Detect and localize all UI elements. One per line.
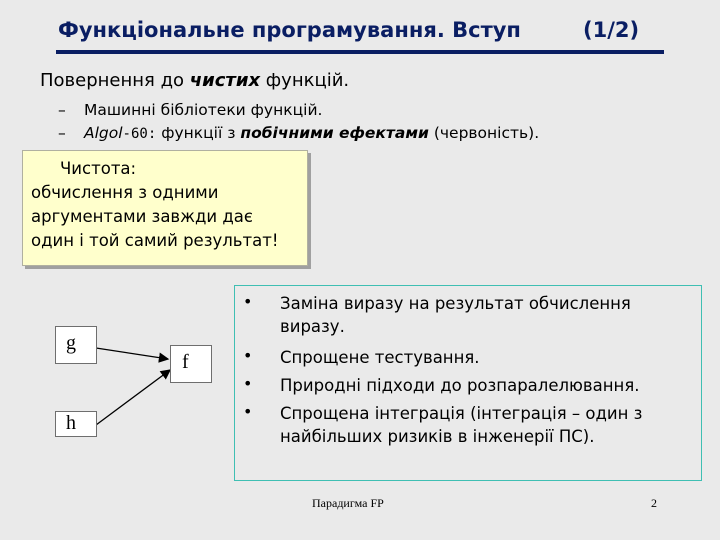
footer-text: Парадигма FP <box>312 496 384 510</box>
side-effects-emphasis: побічними ефектами <box>240 124 429 142</box>
bullet-marker: • <box>243 346 253 365</box>
benefit-item: Природні підходи до розпаралелювання. <box>280 376 640 395</box>
benefit-item-continuation: виразу. <box>280 317 345 336</box>
arrow-h-to-f <box>96 370 170 425</box>
benefit-item: Заміна виразу на результат обчислення <box>280 294 631 313</box>
algol-version: -60: <box>122 126 157 142</box>
dash-marker: – <box>58 101 66 119</box>
function-node-h <box>55 411 97 437</box>
bullet-marker: • <box>243 292 253 311</box>
main-point-suffix: функцій. <box>260 70 350 91</box>
purity-line: обчислення з одними <box>31 183 219 202</box>
bullet-marker: • <box>243 402 253 421</box>
benefit-item: Спрощена інтеграція (інтеграція – один з <box>280 404 643 423</box>
purity-line: аргументами завжди дає <box>31 207 253 226</box>
purity-line: один і той самий результат! <box>31 231 279 250</box>
arrow-g-to-f <box>96 348 168 359</box>
slide-page-label: (1/2) <box>583 18 640 42</box>
function-node-g <box>55 326 97 364</box>
benefit-item-continuation: найбільших ризиків в інженерії ПС). <box>280 427 595 446</box>
node-label: h <box>66 412 76 434</box>
footer-page-number: 2 <box>651 496 657 510</box>
bullet-marker: • <box>243 374 253 393</box>
subpoint-text-before: функції з <box>156 124 241 142</box>
function-node-f <box>170 345 212 383</box>
benefit-item: Спрощене тестування. <box>280 348 480 367</box>
node-label: g <box>66 332 76 354</box>
purity-title: Чистота: <box>60 159 137 178</box>
benefits-box <box>234 285 702 481</box>
main-point-prefix: Повернення до <box>40 70 190 91</box>
slide-title: Функціональне програмування. Вступ <box>58 18 521 42</box>
dash-marker: – <box>58 124 66 142</box>
node-label: f <box>182 351 189 373</box>
algol-label: Algol <box>84 124 123 142</box>
subpoint-text-after: (червоність). <box>428 124 540 142</box>
main-point-emphasis: чистих <box>189 70 261 91</box>
subpoint-text: Машинні бібліотеки функцій. <box>84 101 323 119</box>
